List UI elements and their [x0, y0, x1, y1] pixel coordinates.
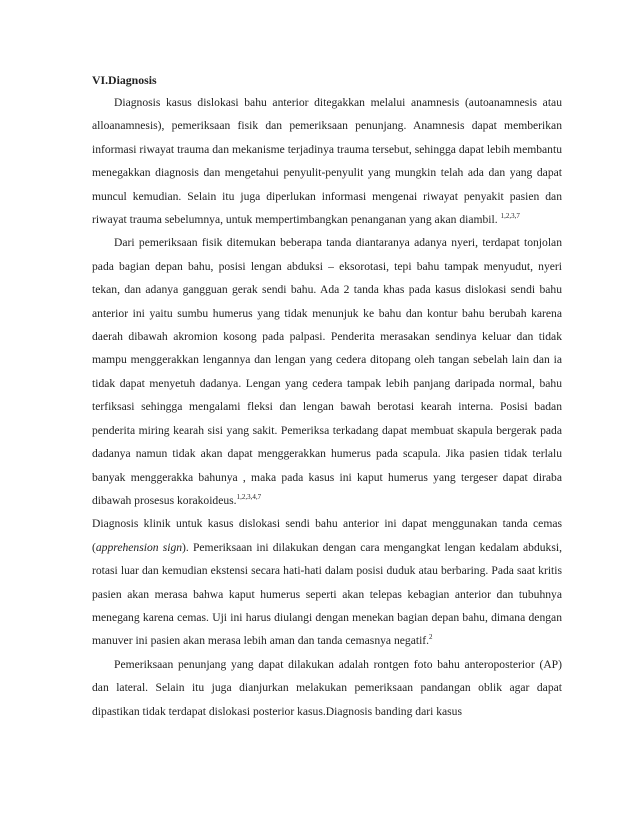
paragraph-physical-exam [92, 231, 562, 512]
paragraph-text: ). Pemeriksaan ini dilakukan dengan cara mengangkat lengan kedalam abduksi, rotasi luar dan kemudian ekstensi secara hati-hati dalam posisi duduk atau berbaring. Pada saat kritis pasien akan merasa bahwa kaput humerus seperti akan telepas kebagian anterior dan tubuhnya menegang karena cemas. Uji ini harus diulangi dengan menekan bagian depan bahu, dimana dengan manuver ini pasien akan merasa lebih aman dan tanda cemasnya negatif. [92, 540, 562, 648]
citation-ref: 2 [429, 633, 433, 642]
paragraph-text: Dari pemeriksaan fisik ditemukan beberapa tanda diantaranya adanya nyeri, terdapat tonjolan pada bagian depan bahu, posisi lengan abduksi – eksorotasi, tepi bahu tampak menyudut, nyeri tekan, dan adanya gangguan gerak sendi bahu. Ada 2 tanda khas pada kasus dislokasi sendi bahu anterior ini yaitu sumbu humerus yang tidak menunjuk ke bahu dan kontur bahu berubah karena daerah dibawah akromion kosong pada palpasi. Penderita merasakan sendinya keluar dan tidak mampu menggerakkan lengannya dan lengan yang cedera ditopang oleh tangan sebelah lain dan ia tidak dapat menyetuh dadanya. Lengan yang cedera tampak lebih panjang daripada normal, bahu terfiksasi sehingga mengalami fleksi dan lengan bawah berotasi kearah interna. Posisi badan penderita miring kearah sisi yang sakit. Pemeriksa terkadang dapat membuat skapula bergerak pada dadanya namun tidak akan dapat menggerakkan humerus pada scapula. Jika pasien tidak terlalu banyak menggerakka bahunya , maka pada kasus ini kaput humerus yang tergeser dapat diraba dibawah prosesus korakoideus. [92, 236, 562, 507]
citation-ref: 1,2,3,7 [500, 212, 520, 221]
paragraph-anamnesis [92, 91, 562, 231]
paragraph-supporting-exam [92, 653, 562, 723]
citation-ref: 1,2,3,4,7 [236, 493, 262, 502]
paragraph-text: Pemeriksaan penunjang yang dapat dilakukan adalah rontgen foto bahu anteroposterior (AP) dan lateral. Selain itu juga dianjurkan melakukan pemeriksaan pandangan oblik agar dapat dipastikan tidak terdapat dislokasi posterior kasus.Diagnosis banding dari kasus [92, 657, 562, 718]
document-body [92, 72, 562, 723]
italic-term: apprehension sign [95, 540, 183, 554]
section-heading: VI.Diagnosis [92, 73, 157, 87]
paragraph-clinical-diagnosis [92, 512, 562, 652]
paragraph-text: Diagnosis kasus dislokasi bahu anterior ditegakkan melalui anamnesis (autoanamnesis atau alloanamnesis), pemeriksaan fisik dan pemeriksaan penunjang. Anamnesis dapat memberikan informasi riwayat trauma dan mekanisme terjadinya trauma tersebut, sehingga dapat lebih membantu menegakkan diagnosis dan mengetahui penyulit-penyulit yang mungkin telah ada dan yang dapat muncul kemudian. Selain itu juga diperlukan informasi mengenai riwayat penyakit pasien dan riwayat trauma sebelumnya, untuk mempertimbangkan penanganan yang akan diambil. [92, 96, 562, 227]
paragraph-text: Diagnosis klinik untuk kasus dislokasi sendi bahu anterior ini dapat menggunakan tanda cemas ( [92, 517, 562, 554]
